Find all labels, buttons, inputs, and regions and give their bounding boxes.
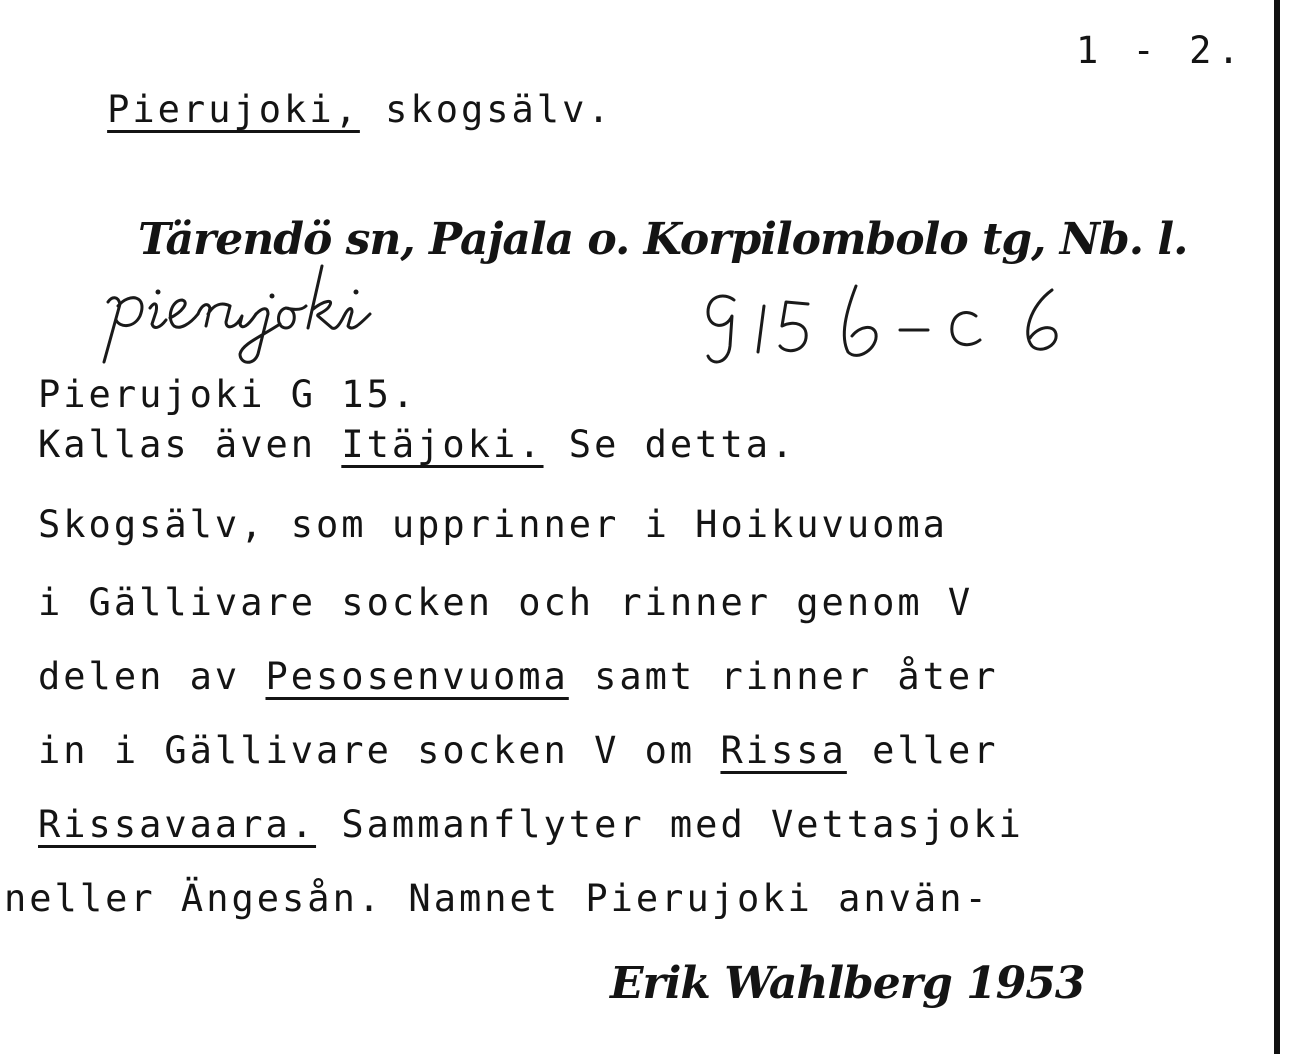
ref-itajoki: Itäjoki. <box>341 423 544 466</box>
handwritten-name <box>90 262 520 377</box>
body-line-1: Pierujoki G 15. <box>38 373 418 416</box>
body-line-2: Kallas även Itäjoki. Se detta. <box>38 423 797 466</box>
ref-pesosenvuoma: Pesosenvuoma <box>265 655 569 698</box>
body-line-8: neller Ängesån. Namnet Pierujoki använ- <box>4 877 990 920</box>
card-number: 1 - 2. <box>1076 29 1246 72</box>
body-line-4: i Gällivare socken och rinner genom V <box>38 581 974 624</box>
handwritten-name-script <box>90 262 520 372</box>
heading-rest: skogsälv. <box>359 88 613 131</box>
body-line-7: Rissavaara. Sammanflyter med Vettasjoki <box>38 803 1024 846</box>
location-line: Tärendö sn, Pajala o. Korpilombolo tg, Nb. l. <box>138 214 1188 265</box>
card-edge <box>1274 0 1280 1054</box>
handwritten-code <box>700 282 1100 387</box>
body-line-6: in i Gällivare socken V om Rissa eller <box>38 729 999 772</box>
ref-rissa: Rissa <box>720 729 847 772</box>
body-line-3: Skogsälv, som upprinner i Hoikuvuoma <box>38 503 948 546</box>
signature: Erik Wahlberg 1953 <box>610 958 1085 1009</box>
ref-rissavaara: Rissavaara. <box>38 803 317 846</box>
heading-name: Pierujoki, <box>107 88 360 131</box>
body-line-5: delen av Pesosenvuoma samt rinner åter <box>38 655 999 698</box>
heading <box>6 54 613 165</box>
handwritten-code-script <box>700 282 1100 382</box>
